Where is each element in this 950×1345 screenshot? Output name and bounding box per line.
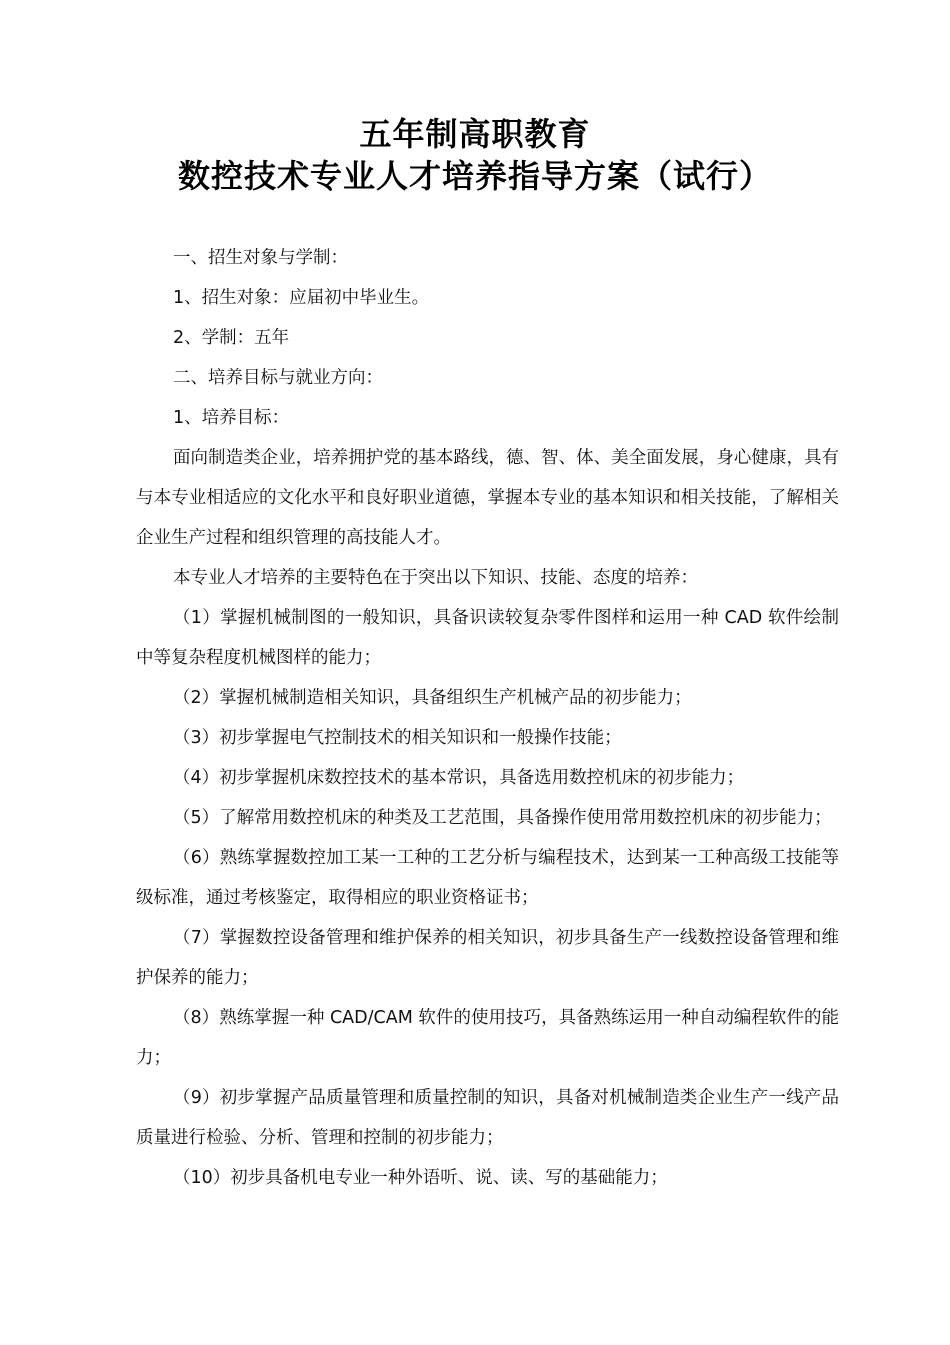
section-heading: 一、招生对象与学制： [173, 248, 348, 268]
list-item: （3）初步掌握电气控制技术的相关知识和一般操作技能； [173, 728, 622, 748]
list-item: （8）熟练掌握一种 CAD/CAM 软件的使用技巧，具备熟练运用一种自动编程软件的能力； [136, 1008, 839, 1068]
list-item: （4）初步掌握机床数控技术的基本常识，具备选用数控机床的初步能力； [173, 768, 745, 788]
list-item: （6）熟练掌握数控加工某一工种的工艺分析与编程技术，达到某一工种高级工技能等级标准，通过考核鉴定，取得相应的职业资格证书； [136, 848, 839, 908]
list-item: （2）掌握机械制造相关知识，具备组织生产机械产品的初步能力； [173, 688, 692, 708]
list-item: （1）掌握机械制图的一般知识，具备识读较复杂零件图样和运用一种 CAD 软件绘制中等复杂程度机械图样的能力； [136, 608, 839, 668]
paragraph: 面向制造类企业，培养拥护党的基本路线，德、智、体、美全面发展，身心健康，具有与本专业相适应的文化水平和良好职业道德，掌握本专业的基本知识和相关技能，了解相关企业生产过程和组织管理的高技能人才。 [136, 448, 839, 548]
list-item: （10）初步具备机电专业一种外语听、说、读、写的基础能力； [173, 1168, 668, 1188]
list-item: （5）了解常用数控机床的种类及工艺范围，具备操作使用常用数控机床的初步能力； [173, 808, 832, 828]
paragraph: 1、招生对象：应届初中毕业生。 [173, 288, 430, 308]
paragraph: 1、培养目标： [173, 408, 290, 428]
section-heading: 二、培养目标与就业方向： [173, 368, 383, 388]
document-title-line-1: 五年制高职教育 [359, 115, 591, 153]
list-item: （9）初步掌握产品质量管理和质量控制的知识，具备对机械制造类企业生产一线产品质量进行检验、分析、管理和控制的初步能力； [136, 1088, 839, 1148]
paragraph: 2、学制：五年 [173, 328, 290, 348]
list-item: （7）掌握数控设备管理和维护保养的相关知识，初步具备生产一线数控设备管理和维护保养的能力； [136, 928, 839, 988]
document-title-line-2: 数控技术专业人才培养指导方案（试行） [177, 157, 772, 195]
paragraph: 本专业人才培养的主要特色在于突出以下知识、技能、态度的培养： [173, 568, 698, 588]
document-body [136, 238, 839, 1198]
